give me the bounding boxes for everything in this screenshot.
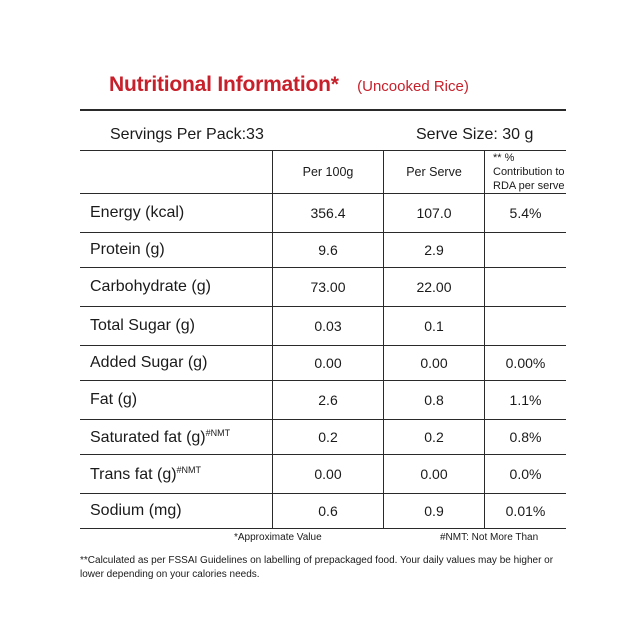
table-row	[80, 494, 566, 529]
table-row	[80, 455, 566, 494]
row-per-100g: 0.00	[273, 346, 384, 381]
row-label: Carbohydrate (g)	[80, 268, 273, 307]
row-per-serve: 0.9	[384, 494, 485, 529]
row-label: Saturated fat (g)	[90, 428, 206, 446]
table-header-row	[80, 151, 566, 194]
row-per-serve: 0.00	[384, 346, 485, 381]
serve-size: Serve Size: 30 g	[416, 126, 534, 143]
row-rda	[485, 268, 567, 307]
row-rda	[485, 307, 567, 346]
table-row	[80, 194, 566, 233]
row-rda: 1.1%	[485, 381, 567, 420]
table-row	[80, 420, 566, 455]
row-per-serve: 107.0	[384, 194, 485, 233]
row-per-100g: 9.6	[273, 233, 384, 268]
footnote-approx: *Approximate Value	[234, 532, 322, 543]
table-row	[80, 307, 566, 346]
row-rda: 0.01%	[485, 494, 567, 529]
top-rule	[80, 109, 566, 111]
row-label: Sodium (mg)	[80, 494, 273, 529]
row-rda: 0.8%	[485, 420, 567, 455]
row-per-100g: 0.00	[273, 455, 384, 494]
row-per-serve: 0.8	[384, 381, 485, 420]
row-per-serve: 0.1	[384, 307, 485, 346]
row-label-cell	[80, 455, 273, 494]
nutrition-table	[80, 150, 566, 529]
row-rda	[485, 233, 567, 268]
row-label: Trans fat (g)	[90, 465, 177, 483]
table-row	[80, 381, 566, 420]
row-label: Protein (g)	[80, 233, 273, 268]
nmt-superscript: #NMT	[205, 427, 231, 438]
title-text: Nutritional Information*	[109, 73, 339, 96]
col-header-per-serve: Per Serve	[384, 151, 485, 194]
table-row	[80, 346, 566, 381]
row-per-100g: 356.4	[273, 194, 384, 233]
footnote-calculation: **Calculated as per FSSAI Guidelines on labelling of prepackaged food. Your daily values may be higher or lower depending on your calories needs.	[80, 555, 554, 580]
row-rda: 5.4%	[485, 194, 567, 233]
row-rda: 0.0%	[485, 455, 567, 494]
table-row	[80, 268, 566, 307]
col-header-rda: ** % Contribution to RDA per serve	[485, 151, 567, 194]
subtitle-text: (Uncooked Rice)	[357, 78, 469, 95]
table-row	[80, 233, 566, 268]
row-label: Fat (g)	[80, 381, 273, 420]
row-per-serve: 2.9	[384, 233, 485, 268]
page-title	[109, 73, 469, 97]
row-label-cell	[80, 420, 273, 455]
col-header-per-100g: Per 100g	[273, 151, 384, 194]
row-per-serve: 0.2	[384, 420, 485, 455]
row-per-100g: 73.00	[273, 268, 384, 307]
row-per-100g: 2.6	[273, 381, 384, 420]
servings-per-pack: Servings Per Pack:33	[110, 126, 264, 143]
row-per-serve: 0.00	[384, 455, 485, 494]
row-label: Total Sugar (g)	[80, 307, 273, 346]
row-rda: 0.00%	[485, 346, 567, 381]
footnote-nmt: #NMT: Not More Than	[440, 532, 539, 543]
row-per-100g: 0.2	[273, 420, 384, 455]
row-label: Added Sugar (g)	[80, 346, 273, 381]
row-label: Energy (kcal)	[80, 194, 273, 233]
row-per-serve: 22.00	[384, 268, 485, 307]
row-per-100g: 0.6	[273, 494, 384, 529]
row-per-100g: 0.03	[273, 307, 384, 346]
header-blank	[80, 151, 273, 194]
nmt-superscript: #NMT	[176, 464, 202, 475]
